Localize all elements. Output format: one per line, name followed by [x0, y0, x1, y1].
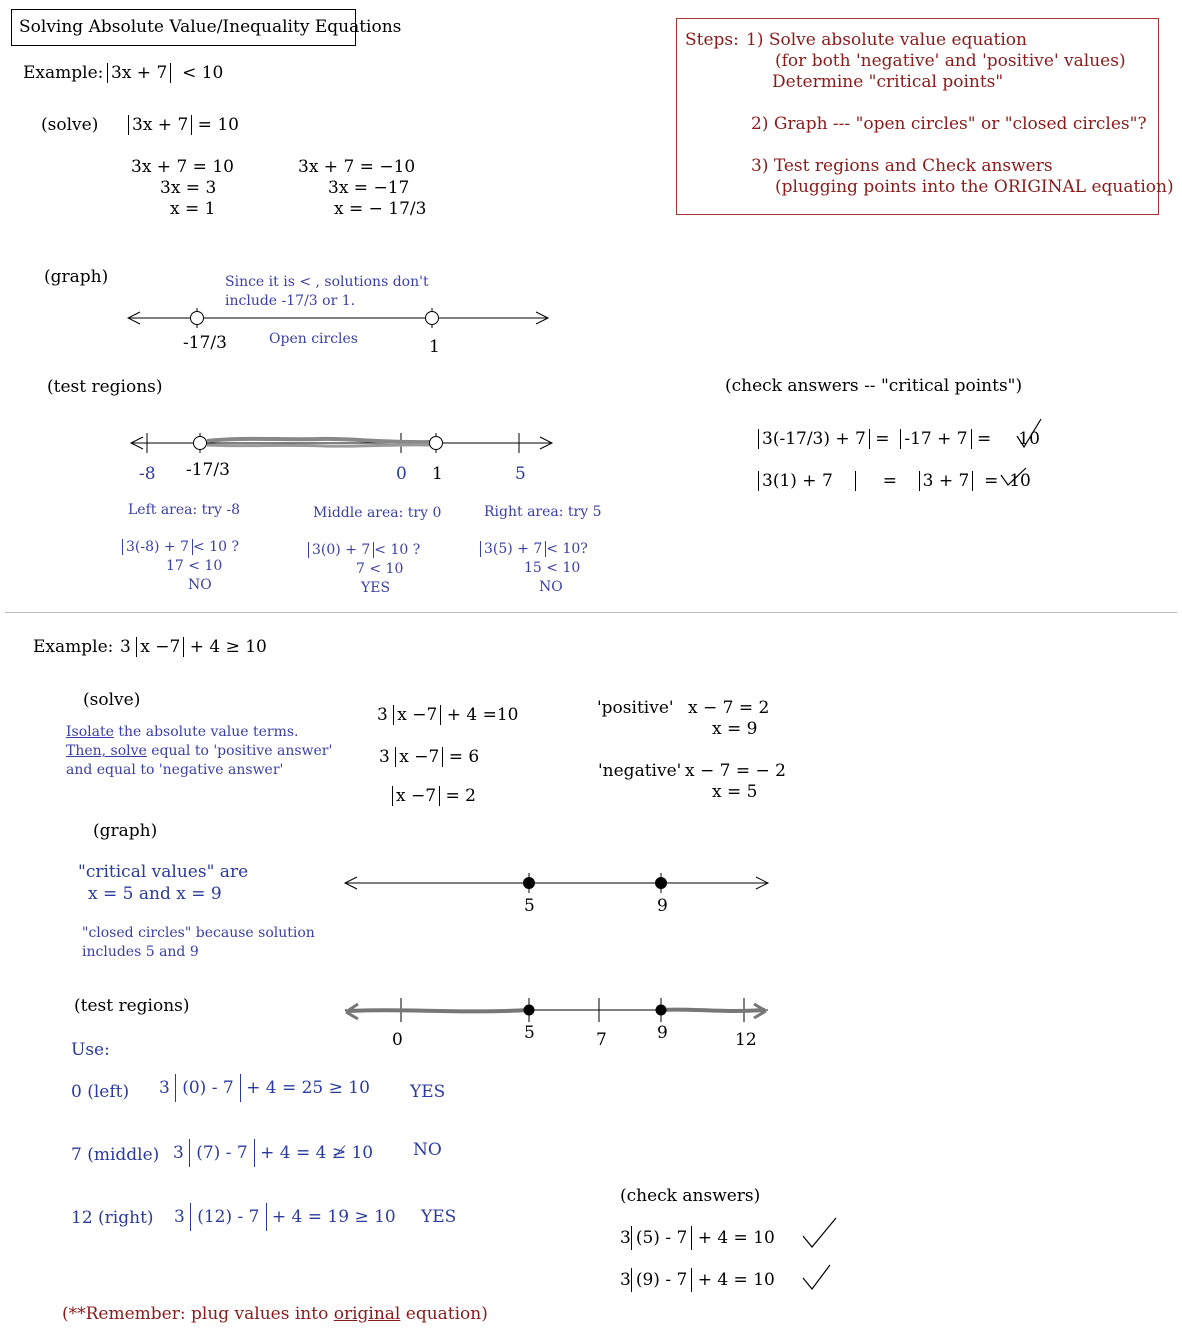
ex2-graph-tick: 9	[657, 896, 668, 916]
step1-line3: Determine "critical points"	[772, 72, 1004, 92]
ex1-graph-number-line	[128, 308, 548, 328]
ex2-test-left-eq: 3 (0) - 7 + 4 = 25 ≥ 10	[159, 1078, 370, 1098]
ex1-check-label: (check answers -- "critical points")	[725, 376, 1023, 396]
ex2-closed-1: "closed circles" because solution	[82, 925, 315, 941]
ex1-test-label: (test regions)	[47, 377, 163, 397]
ex1-neg-1: 3x + 7 = −10	[298, 157, 416, 177]
ex2-graph-label: (graph)	[93, 821, 158, 841]
ex1-test-tick: -8	[139, 464, 156, 484]
ex2-test-tick: 0	[392, 1030, 403, 1050]
ex1-note-2: include -17/3 or 1.	[225, 293, 356, 309]
region-middle-line2: 7 < 10	[356, 561, 404, 577]
step2: 2) Graph --- "open circles" or "closed circles"?	[751, 114, 1147, 134]
ex1-note-1: Since it is < , solutions don't	[225, 274, 429, 290]
region-left-result: NO	[188, 577, 212, 593]
ex2-neg-label: 'negative'	[598, 761, 682, 781]
step3-line1: 3) Test regions and Check answers	[751, 156, 1053, 176]
ex2-eq-1: 3 x −7 + 4 =10	[377, 705, 519, 725]
ex1-label: Example:	[23, 63, 104, 83]
ex2-isolate-3: and equal to 'negative answer'	[66, 762, 284, 778]
region-left-title: Left area: try -8	[128, 502, 240, 518]
ex2-graph-number-line	[345, 873, 768, 893]
ex2-test-middle-label: 7 (middle)	[71, 1145, 160, 1165]
ex1-check-1: 3(-17/3) + 7 = -17 + 7 = 10	[758, 429, 1040, 449]
ex2-label: Example:	[33, 637, 114, 657]
ex2-isolate-2: Then, solve equal to 'positive answer'	[66, 743, 333, 759]
ex2-test-tick: 7	[596, 1030, 607, 1050]
ex2-eq-2: 3 x −7 = 6	[379, 747, 480, 767]
check-mark-icon	[803, 1218, 836, 1289]
ex1-graph-tick-left: -17/3	[183, 333, 227, 353]
step3-line2: (plugging points into the ORIGINAL equation)	[775, 177, 1174, 197]
step1-line1: 1) Solve absolute value equation	[746, 30, 1027, 50]
ex1-graph-label: (graph)	[44, 267, 109, 287]
ex2-check-label: (check answers)	[620, 1186, 761, 1206]
steps-label: Steps:	[685, 30, 739, 50]
ex1-neg-3: x = − 17/3	[334, 199, 427, 219]
ex1-solve-label: (solve)	[41, 115, 99, 135]
ex1-pos-3: x = 1	[170, 199, 216, 219]
region-right-check: 3(5) + 7 < 10?	[480, 539, 588, 559]
region-left-check: 3(-8) + 7 < 10 ?	[122, 537, 239, 557]
region-middle-title: Middle area: try 0	[313, 505, 442, 521]
region-right-line2: 15 < 10	[524, 560, 581, 576]
ex2-pos-label: 'positive'	[597, 698, 674, 718]
ex2-test-number-line	[345, 998, 768, 1022]
ex1-test-tick: 0	[396, 464, 407, 484]
ex2-neg-2: x = 5	[712, 782, 758, 802]
ex2-critical-1: "critical values" are	[78, 862, 249, 882]
ex2-test-tick: 5	[524, 1023, 535, 1043]
ex2-graph-tick: 5	[524, 896, 535, 916]
ex1-graph-tick-right: 1	[429, 337, 440, 357]
ex1-problem: 3x + 7 < 10	[107, 63, 223, 83]
ex1-test-tick: 5	[515, 464, 526, 484]
check-mark-icon	[1001, 419, 1041, 485]
ex2-check-2: 3 (9) - 7 + 4 = 10	[620, 1270, 775, 1290]
ex1-test-tick: 1	[432, 464, 443, 484]
region-middle-check: 3(0) + 7 < 10 ?	[308, 540, 420, 560]
ex2-test-right-result: YES	[421, 1207, 457, 1227]
ex1-open-circles: Open circles	[269, 331, 358, 347]
ex2-eq-3: x −7 = 2	[392, 786, 476, 806]
ex2-neg-1: x − 7 = − 2	[685, 761, 786, 781]
ex2-closed-2: includes 5 and 9	[82, 944, 199, 960]
ex1-test-number-line	[131, 433, 552, 453]
ex2-test-middle-eq: 3 (7) - 7 + 4 = 4 ≱ 10	[173, 1143, 373, 1163]
ex2-test-right-label: 12 (right)	[71, 1208, 154, 1228]
ex1-solve-eq: 3x + 7 = 10	[128, 115, 239, 135]
ex2-pos-1: x − 7 = 2	[688, 698, 770, 718]
ex2-test-left-label: 0 (left)	[71, 1082, 130, 1102]
ex2-solve-label: (solve)	[83, 690, 141, 710]
ex2-check-1: 3 (5) - 7 + 4 = 10	[620, 1228, 775, 1248]
ex2-pos-2: x = 9	[712, 719, 758, 739]
ex1-check-2: 3(1) + 7 = 3 + 7 = 10	[758, 471, 1031, 491]
ex2-isolate-1: Isolate the absolute value terms.	[66, 724, 299, 740]
remember-note: (**Remember: plug values into original equation)	[62, 1304, 488, 1324]
region-middle-result: YES	[361, 580, 391, 596]
region-right-title: Right area: try 5	[484, 504, 602, 520]
ex2-test-middle-result: NO	[413, 1140, 442, 1160]
ex1-neg-2: 3x = −17	[328, 178, 410, 198]
ex1-pos-2: 3x = 3	[160, 178, 217, 198]
ex2-use-label: Use:	[71, 1040, 110, 1060]
ex2-problem: 3 x −7 + 4 ≥ 10	[120, 637, 267, 657]
ex2-test-right-eq: 3 (12) - 7 + 4 = 19 ≥ 10	[174, 1207, 396, 1227]
region-right-result: NO	[539, 579, 563, 595]
ex1-pos-1: 3x + 7 = 10	[131, 157, 234, 177]
ex1-test-tick: -17/3	[186, 460, 230, 480]
ex2-critical-2: x = 5 and x = 9	[88, 884, 222, 904]
page-title: Solving Absolute Value/Inequality Equations	[19, 17, 402, 37]
step1-line2: (for both 'negative' and 'positive' values)	[775, 51, 1126, 71]
ex2-test-label: (test regions)	[74, 996, 190, 1016]
ex2-test-left-result: YES	[410, 1082, 446, 1102]
ex2-test-tick: 12	[735, 1030, 757, 1050]
ex2-test-tick: 9	[657, 1023, 668, 1043]
region-left-line2: 17 < 10	[166, 558, 223, 574]
